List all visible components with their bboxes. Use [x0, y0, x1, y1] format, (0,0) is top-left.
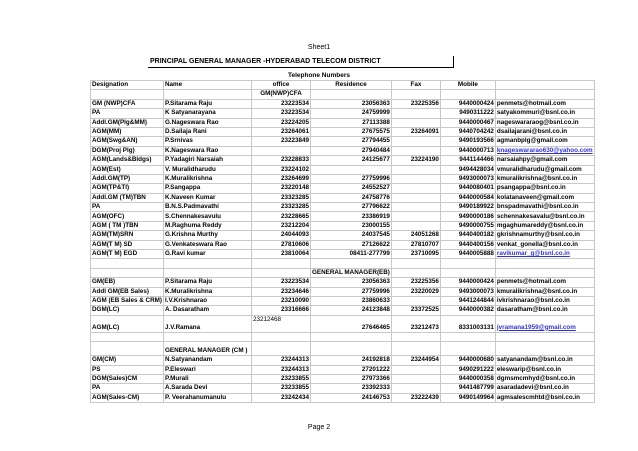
table-cell: 23056363 [311, 99, 392, 108]
table-cell [391, 146, 440, 155]
table-cell: 27759996 [311, 174, 392, 183]
table-cell [252, 342, 311, 356]
table-cell: 23056363 [311, 278, 392, 287]
table-cell: 24051268 [391, 231, 440, 240]
table-cell: DGM(Proj Plg) [91, 146, 164, 155]
table-cell [391, 342, 440, 356]
table-cell: 24125677 [311, 156, 392, 165]
table-cell: PA [91, 384, 164, 393]
table-cell [440, 259, 495, 268]
table-row [91, 118, 595, 127]
email-link[interactable]: jvramana1959@gmail.com [495, 315, 594, 332]
table-cell: agmanbplg@gmail.com [495, 137, 594, 146]
table-cell [311, 332, 392, 341]
table-cell: agmsalescmhtd@bsnl.co.in [495, 393, 594, 402]
table-cell: 24758776 [311, 193, 392, 202]
table-cell: K.Muralikrishna [164, 174, 252, 183]
table-cell: 9440000424 [440, 99, 495, 108]
table-row [91, 109, 595, 118]
table-row [91, 231, 595, 240]
table-cell: PA [91, 109, 164, 118]
table-cell: AGM(Est) [91, 165, 164, 174]
section-row [91, 90, 595, 99]
table-cell: GM (NWP)CFA [91, 99, 164, 108]
table-cell: 23234646 [252, 287, 311, 296]
table-cell [311, 259, 392, 268]
section-row [91, 268, 595, 277]
table-cell: dgmsmcmhyd@bsnl.co.in [495, 374, 594, 383]
table-cell: dsailajarani@bsnl.co.in [495, 127, 594, 136]
table-cell [495, 342, 594, 356]
table-cell [440, 332, 495, 341]
blank-row [91, 332, 595, 341]
table-cell: 9440000424 [440, 278, 495, 287]
table-row [91, 174, 595, 183]
table-cell: 27675575 [311, 127, 392, 136]
table-row [91, 212, 595, 221]
table-cell: 23242434 [252, 393, 311, 402]
table-row [91, 193, 595, 202]
table-cell: AGM(MM) [91, 127, 164, 136]
table-cell [164, 332, 252, 341]
table-cell: 23224205 [252, 118, 311, 127]
table-cell [440, 90, 495, 99]
table-row [91, 393, 595, 402]
table-cell: 23860633 [311, 296, 392, 305]
table-cell: kmuralikrishna@bsnl.co.in [495, 287, 594, 296]
table-cell: 23223849 [252, 137, 311, 146]
table-cell: 27973366 [311, 374, 392, 383]
table-cell [311, 165, 392, 174]
table-cell: 23386919 [311, 212, 392, 221]
table-cell [391, 384, 440, 393]
table-cell: 27794455 [311, 137, 392, 146]
table-cell [391, 221, 440, 230]
table-cell: AGM(TM)SRN [91, 231, 164, 240]
banner-title [148, 56, 454, 68]
table-cell: V. Muralidharudu [164, 165, 252, 174]
table-cell: 9440400156 [440, 240, 495, 249]
table-cell: nageswararaog@bsnl.co.in [495, 118, 594, 127]
table-cell: 08411-277799 [311, 250, 392, 259]
table-cell: bnspadmavathi@bsnl.co.in [495, 203, 594, 212]
col-header-mobile: Mobile [440, 81, 495, 90]
table-cell: 23223534 [252, 278, 311, 287]
table-cell [91, 90, 164, 99]
table-cell: DGM(LC) [91, 306, 164, 315]
table-cell [252, 259, 311, 268]
table-cell: 23323285 [252, 203, 311, 212]
table-cell [391, 165, 440, 174]
page-footer: Page 2 [307, 424, 331, 431]
table-cell: K.Naveen Kumar [164, 193, 252, 202]
table-cell: 23710095 [391, 250, 440, 259]
table-cell: 27201222 [311, 365, 392, 374]
table-cell: satyakommuri@bsnl.co.in [495, 109, 594, 118]
table-cell [164, 259, 252, 268]
table-cell: 9440080401 [440, 184, 495, 193]
table-row [91, 287, 595, 296]
table-cell: K.Muralikrishna [164, 287, 252, 296]
table-cell: penmets@hotmail.com [495, 278, 594, 287]
table-cell: Addl GM(EB Sales) [91, 287, 164, 296]
table-cell: N.Satyanandam [164, 356, 252, 365]
col-header-residence: Residence [311, 81, 392, 90]
table-cell: 8331003131 [440, 315, 495, 332]
table-cell: AGM(Lands&Bldgs) [91, 156, 164, 165]
table-cell: 27796622 [311, 203, 392, 212]
table-cell: AGM(OFC) [91, 212, 164, 221]
table-cell: A. Dasaratham [164, 306, 252, 315]
blank-row [91, 259, 595, 268]
table-row [91, 184, 595, 193]
table-cell: 23233855 [252, 374, 311, 383]
table-cell: 23210090 [252, 296, 311, 305]
table-cell: PA [91, 203, 164, 212]
table-row [91, 374, 595, 383]
table-cell [91, 259, 164, 268]
table-cell: B.N.S.Padmavathi [164, 203, 252, 212]
table-cell: M.Raghuma Reddy [164, 221, 252, 230]
table-cell: P.Sitarama Raju [164, 99, 252, 108]
email-link[interactable]: ravikumar_g@bsnl.co.in [495, 250, 594, 259]
table-cell: 27126622 [311, 240, 392, 249]
table-cell: Addl.GM(TP) [91, 174, 164, 183]
table-cell: 24044093 [252, 231, 311, 240]
table-cell: 23220029 [391, 287, 440, 296]
table-cell: GM(EB) [91, 278, 164, 287]
table-row [91, 365, 595, 374]
sheet-title: Sheet1 [307, 44, 331, 51]
table-cell: 23392333 [311, 384, 392, 393]
table-cell: 9441244844 [440, 296, 495, 305]
table-cell: 23000155 [311, 221, 392, 230]
table-cell: 23244313 [252, 356, 311, 365]
table-cell: AGM(Sales-CM) [91, 393, 164, 402]
table-cell: 23233855 [252, 384, 311, 393]
table-cell [252, 268, 311, 277]
table-cell: satyanandam@bsnl.co.in [495, 356, 594, 365]
table-cell: PS [91, 365, 164, 374]
table-cell: AGM(TP&TI) [91, 184, 164, 193]
table-cell: 23212204 [252, 221, 311, 230]
table-cell [164, 90, 252, 99]
table-cell: 23223534 [252, 109, 311, 118]
table-row [91, 203, 595, 212]
table-cell: 9490193566 [440, 137, 495, 146]
table-cell [311, 90, 392, 99]
table-cell: 9440704242 [440, 127, 495, 136]
table-cell: P.Srnivas [164, 137, 252, 146]
table-cell [164, 268, 252, 277]
table-cell [252, 332, 311, 341]
table-cell: 9490291222 [440, 365, 495, 374]
table-cell: P.Sitarama Raju [164, 278, 252, 287]
table-cell: 9440000680 [440, 356, 495, 365]
table-cell: 9490189922 [440, 203, 495, 212]
table-cell: 23264091 [391, 127, 440, 136]
table-cell: Addl.GM(Plg&MM) [91, 118, 164, 127]
table-cell: 9440400182 [440, 231, 495, 240]
table-cell: asaradadevi@bsnl.co.in [495, 384, 594, 393]
table-cell [495, 90, 594, 99]
table-cell: 23224190 [391, 156, 440, 165]
table-cell: venkat_gonella@bsnl.co.in [495, 240, 594, 249]
table-cell: K Satyanarayana [164, 109, 252, 118]
table-cell: 27940484 [311, 146, 392, 155]
table-cell: 9440005888 [440, 250, 495, 259]
table-cell: kmuralikrishna@bsnl.co.in [495, 174, 594, 183]
table-cell: I.V.Krishnarao [164, 296, 252, 305]
table-row [91, 156, 595, 165]
col-header-office: office [252, 81, 311, 90]
table-cell: 23212468 [252, 315, 311, 332]
table-cell: 23224102 [252, 165, 311, 174]
table-cell: 23225356 [391, 99, 440, 108]
table-row [91, 127, 595, 136]
table-row [91, 99, 595, 108]
table-cell: 9440000467 [440, 118, 495, 127]
table-cell: 24759999 [311, 109, 392, 118]
table-cell [495, 332, 594, 341]
table-cell [391, 118, 440, 127]
table-cell: 23228665 [252, 212, 311, 221]
table-cell: GENERAL MANAGER(EB) [312, 268, 390, 276]
table-cell [440, 342, 495, 356]
table-cell: P. Veerahanumanulu [164, 393, 252, 402]
table-cell: 24037545 [311, 231, 392, 240]
table-cell: Addl.GM (TM)TBN [91, 193, 164, 202]
table-cell [391, 374, 440, 383]
table-cell [391, 137, 440, 146]
table-cell: K.Nageswara Rao [164, 146, 252, 155]
table-cell: dasaratham@bsnl.co.in [495, 306, 594, 315]
table-row [91, 278, 595, 287]
table-cell: ivkrishnarao@bsnl.co.in [495, 296, 594, 305]
table-cell: 24552527 [311, 184, 392, 193]
table-cell: GENERAL MANAGER (CM ) [164, 342, 252, 356]
table-cell: 23810064 [252, 250, 311, 259]
table-cell: mgaghumareddy@bsnl.co.in [495, 221, 594, 230]
table-cell: AGM(LC) [91, 315, 164, 332]
table-cell: vmuralidharudu@gmail.com [495, 165, 594, 174]
table-cell [391, 90, 440, 99]
table-cell: kolatanaveen@gmail.com [495, 193, 594, 202]
table-cell [391, 365, 440, 374]
table-cell: 9440000713 [440, 146, 495, 155]
table-cell: 24192818 [311, 356, 392, 365]
table-cell: 23244313 [252, 365, 311, 374]
table-cell: 27810606 [252, 240, 311, 249]
table-cell: 23264699 [252, 174, 311, 183]
table-row [91, 221, 595, 230]
table-cell: 9440000382 [440, 306, 495, 315]
email-link[interactable]: knageswararao630@yahoo.com [496, 146, 593, 154]
table-cell: 9490311222 [440, 109, 495, 118]
col-header-name: Name [164, 81, 252, 90]
banner-divider [453, 56, 454, 68]
table-cell: 9490000755 [440, 221, 495, 230]
table-cell [391, 212, 440, 221]
table-cell: 9493000073 [440, 174, 495, 183]
col-header-fax: Fax [391, 81, 440, 90]
table-cell: D.Sailaja Rani [164, 127, 252, 136]
table-cell: 23244954 [391, 356, 440, 365]
table-cell: 23323285 [252, 193, 311, 202]
table-cell: GM(CM) [91, 356, 164, 365]
table-cell: P.Yadagiri Narsaiah [164, 156, 252, 165]
table-cell: AGM (EB Sales & CRM) [92, 297, 162, 305]
table-row [91, 356, 595, 365]
table-cell [91, 342, 164, 356]
table-row [91, 165, 595, 174]
table-cell [391, 332, 440, 341]
table-cell: S.Chennakesavulu [164, 212, 252, 221]
table-cell: 23212473 [391, 315, 440, 332]
table-cell [91, 268, 164, 277]
table-cell: 23372525 [391, 306, 440, 315]
table-cell: 23316666 [252, 306, 311, 315]
table-cell: 24123848 [311, 306, 392, 315]
banner-text: PRINCIPAL GENERAL MANAGER -HYDERABAD TELECOM DISTRICT [150, 58, 381, 65]
table-row [91, 240, 595, 249]
table-cell: 9440000584 [440, 193, 495, 202]
table-cell: schennakesavalu@bsnl.co.in [495, 212, 594, 221]
table-cell: AGM(Swg&AN) [91, 137, 164, 146]
table-cell: GM(NWP)CFA [252, 90, 311, 99]
table-cell: 9493000073 [440, 287, 495, 296]
table-cell: 9440000358 [440, 374, 495, 383]
table-cell [391, 193, 440, 202]
table-cell [495, 259, 594, 268]
table-row [91, 146, 595, 155]
table-cell: psangappa@bsnl.co.in [495, 184, 594, 193]
table-cell [391, 203, 440, 212]
header-row [91, 81, 595, 90]
table-cell: DGM(Sales)CM [91, 374, 164, 383]
table-cell: 23264061 [252, 127, 311, 136]
table-cell: P.Murali [164, 374, 252, 383]
col-header-designation: Designation [91, 81, 164, 90]
table-cell: P.Eleswari [164, 365, 252, 374]
table-cell [391, 174, 440, 183]
table-row [91, 137, 595, 146]
table-row [91, 384, 595, 393]
table-cell [391, 109, 440, 118]
table-cell: P.Sangappa [164, 184, 252, 193]
table-cell: 23228833 [252, 156, 311, 165]
table-cell: AGM(T M) SD [91, 240, 164, 249]
table-cell: 27810707 [391, 240, 440, 249]
table-cell: 23225356 [391, 278, 440, 287]
table-cell: G.Nageswara Rao [164, 118, 252, 127]
col-header-email [495, 81, 594, 90]
table-cell [391, 184, 440, 193]
table-cell: 9490149964 [440, 393, 495, 402]
table-cell [495, 268, 594, 277]
telephone-numbers-heading: Telephone Numbers [287, 72, 350, 79]
table-cell: narsaiahpy@gmail.com [495, 156, 594, 165]
table-cell [440, 268, 495, 277]
table-cell: 27646465 [311, 315, 392, 332]
table-cell [391, 296, 440, 305]
table-cell: G.Krishna Murthy [164, 231, 252, 240]
table-row [91, 306, 595, 315]
directory-table [90, 80, 595, 403]
table-cell: A.Sarada Devi [164, 384, 252, 393]
table-cell: 23220148 [252, 184, 311, 193]
table-cell: 27113388 [311, 118, 392, 127]
table-cell [91, 332, 164, 341]
table-cell [252, 146, 311, 155]
table-cell [391, 268, 440, 277]
table-cell [311, 342, 392, 356]
table-cell: 27759996 [311, 287, 392, 296]
directory-table-body [91, 81, 595, 403]
table-cell: penmets@hotmail.com [495, 99, 594, 108]
table-cell: 9441144466 [440, 156, 495, 165]
table-cell: 9441487799 [440, 384, 495, 393]
table-cell: AGM ( TM )TBN [91, 221, 164, 230]
table-row [91, 250, 595, 259]
table-row [91, 315, 595, 332]
section-row [91, 342, 595, 356]
table-cell [391, 259, 440, 268]
table-cell: G.Ravi kumar [164, 250, 252, 259]
table-cell: 9494428034 [440, 165, 495, 174]
table-cell: G.Venkateswara Rao [164, 240, 252, 249]
table-cell: J.V.Ramana [164, 315, 252, 332]
table-cell: 23222439 [391, 393, 440, 402]
table-cell: 23223534 [252, 99, 311, 108]
table-cell: 24146753 [311, 393, 392, 402]
table-cell: eleswarip@bsnl.co.in [495, 365, 594, 374]
table-cell: 9490000186 [440, 212, 495, 221]
table-row [91, 296, 595, 305]
table-cell: AGM(T M) EGD [91, 250, 164, 259]
table-cell: gkrishnamurthy@bsnl.co.in [495, 231, 594, 240]
